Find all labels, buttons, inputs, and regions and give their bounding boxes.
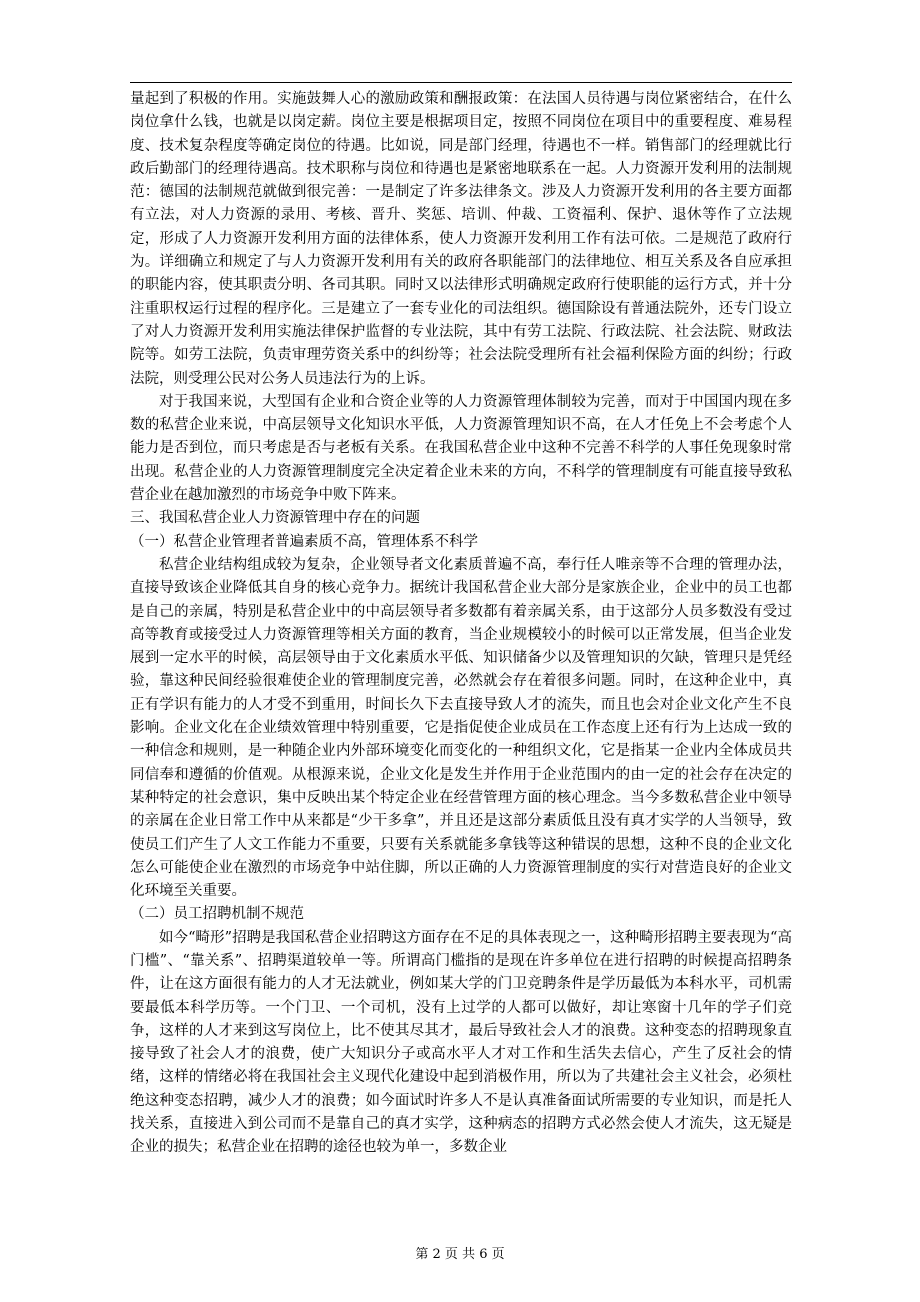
page-number-footer: 第 2 页 共 6 页 (415, 1247, 505, 1262)
header-rule (130, 82, 792, 83)
subsection-heading-1: （一）私营企业管理者普遍素质不高，管理体系不科学 (130, 533, 478, 550)
paragraph-domestic-situation: 对于我国来说，大型国有企业和合资企业等的人力资源管理体制较为完善，而对于中国国内现在多数的私营企业来说，中高层领导文化知识水平低，人力资源管理知识不高，在人才任免上不会考虑个人能力是否到位，而只考虑是否与老板有关系。在我国私营企业中这种不完善不科学的人事任免现象时常出现。私营企业的人力资源管理制度完全决定着企业未来的方向，不科学的管理制度有可能直接导致私营企业在越加激烈的市场竞争中败下阵来。 (130, 393, 792, 504)
body-text (130, 88, 792, 1160)
paragraph-management-quality: 私营企业结构组成较为复杂，企业领导者文化素质普遍不高，奉行任人唯亲等不合理的管理办法，直接导致该企业降低其自身的核心竞争力。据统计我国私营企业大部分是家族企业，企业中的员工也都是自己的亲属，特别是私营企业中的中高层领导者多数都有着亲属关系，由于这部分人员多数没有受过高等教育或接受过人力资源管理等相关方面的教育，当企业规模较小的时候可以正常发展，但当企业发展到一定水平的时候，高层领导由于文化素质水平低、知识储备少以及管理知识的欠缺，管理只是凭经验，靠这种民间经验很难使企业的管理制度完善，必然就会存在着很多问题。同时，在这种企业中，真正有学识有能力的人才受不到重用，时间长久下去直接导致人才的流失，而且也会对企业文化产生不良影响。企业文化在企业绩效管理中特别重要，它是指促使企业成员在工作态度上还有行为上达成一致的一种信念和规则，是一种随企业内外部环境变化而变化的一种组织文化，它是指某一企业内全体成员共同信奉和遵循的价值观。从根源来说，企业文化是发生并作用于企业范围内的由一定的社会存在决定的某种特定的社会意识，集中反映出某个特定企业在经营管理方面的核心理念。当今多数私营企业中领导的亲属在企业日常工作中从来都是“少干多拿”，并且还是这部分素质低且没有真才实学的人当领导，致使员工们产生了人文工作能力不重要，只要有关系就能多拿钱等这种错误的思想，这种不良的企业文化怎么可能使企业在激烈的市场竞争中站住脚，所以正确的人力资源管理制度的实行对营造良好的企业文化环境至关重要。 (130, 556, 792, 900)
paragraph-continuation: 量起到了积极的作用。实施鼓舞人心的激励政策和酬报政策：在法国人员待遇与岗位紧密结合，在什么岗位拿什么钱，也就是以岗定薪。岗位主要是根据项目定，按照不同岗位在项目中的重要程度、难易程度、技术复杂程度等确定岗位的待遇。比如说，同是部门经理，待遇也不一样。销售部门的经理就比行政后勤部门的经理待遇高。技术职称与岗位和待遇也是紧密地联系在一起。人力资源开发利用的法制规范：德国的法制规范就做到很完善：一是制定了许多法律条文。涉及人力资源开发利用的各主要方面都有立法，对人力资源的录用、考核、晋升、奖惩、培训、仲裁、工资福利、保护、退休等作了立法规定，形成了人力资源开发利用方面的法律体系，使人力资源开发利用工作有法可依。二是规范了政府行为。详细确立和规定了与人力资源开发利用有关的政府各职能部门的法律地位、相互关系及各自应承担的职能内容，使其职责分明、各司其职。同时又以法律形式明确规定政府行使职能的运行方式，并十分注重职权运行过程的程序化。三是建立了一套专业化的司法组织。德国除设有普通法院外，还专门设立了对人力资源开发利用实施法律保护监督的专业法院，其中有劳工法院、行政法院、社会法院、财政法院等。如劳工法院，负责审理劳资关系中的纠纷等；社会法院受理所有社会福利保险方面的纠纷；行政法院，则受理公民对公务人员违法行为的上诉。 (130, 91, 792, 387)
section-heading: 三、我国私营企业人力资源管理中存在的问题 (130, 510, 420, 527)
subsection-heading-2: （二）员工招聘机制不规范 (130, 906, 304, 923)
paragraph-recruitment: 如今“畸形”招聘是我国私营企业招聘这方面存在不足的具体表现之一，这种畸形招聘主要表现为“高门槛”、“靠关系”、招聘渠道较单一等。所谓高门槛指的是现在许多单位在进行招聘的时候提高招聘条件，让在这方面很有能力的人才无法就业，例如某大学的门卫竞聘条件是学历最低为本科水平，司机需要最低本科学历等。一个门卫、一个司机，没有上过学的人都可以做好，却让寒窗十几年的学子们竞争，这样的人才来到这写岗位上，比不使其尽其才，最后导致社会人才的浪费。这种变态的招聘现象直接导致了社会人才的浪费，使广大知识分子或高水平人才对工作和生活失去信心，产生了反社会的情绪，这样的情绪必将在我国社会主义现代化建设中起到消极作用，所以为了共建社会主义社会，必须杜绝这种变态招聘，减少人才的浪费；如今面试时许多人不是认真准备面试所需要的专业知识，而是托人找关系，直接进入到公司而不是靠自己的真才实学，这种病态的招聘方式必然会使人才流失，这无疑是企业的损失；私营企业在招聘的途径也较为单一，多数企业 (130, 929, 792, 1156)
